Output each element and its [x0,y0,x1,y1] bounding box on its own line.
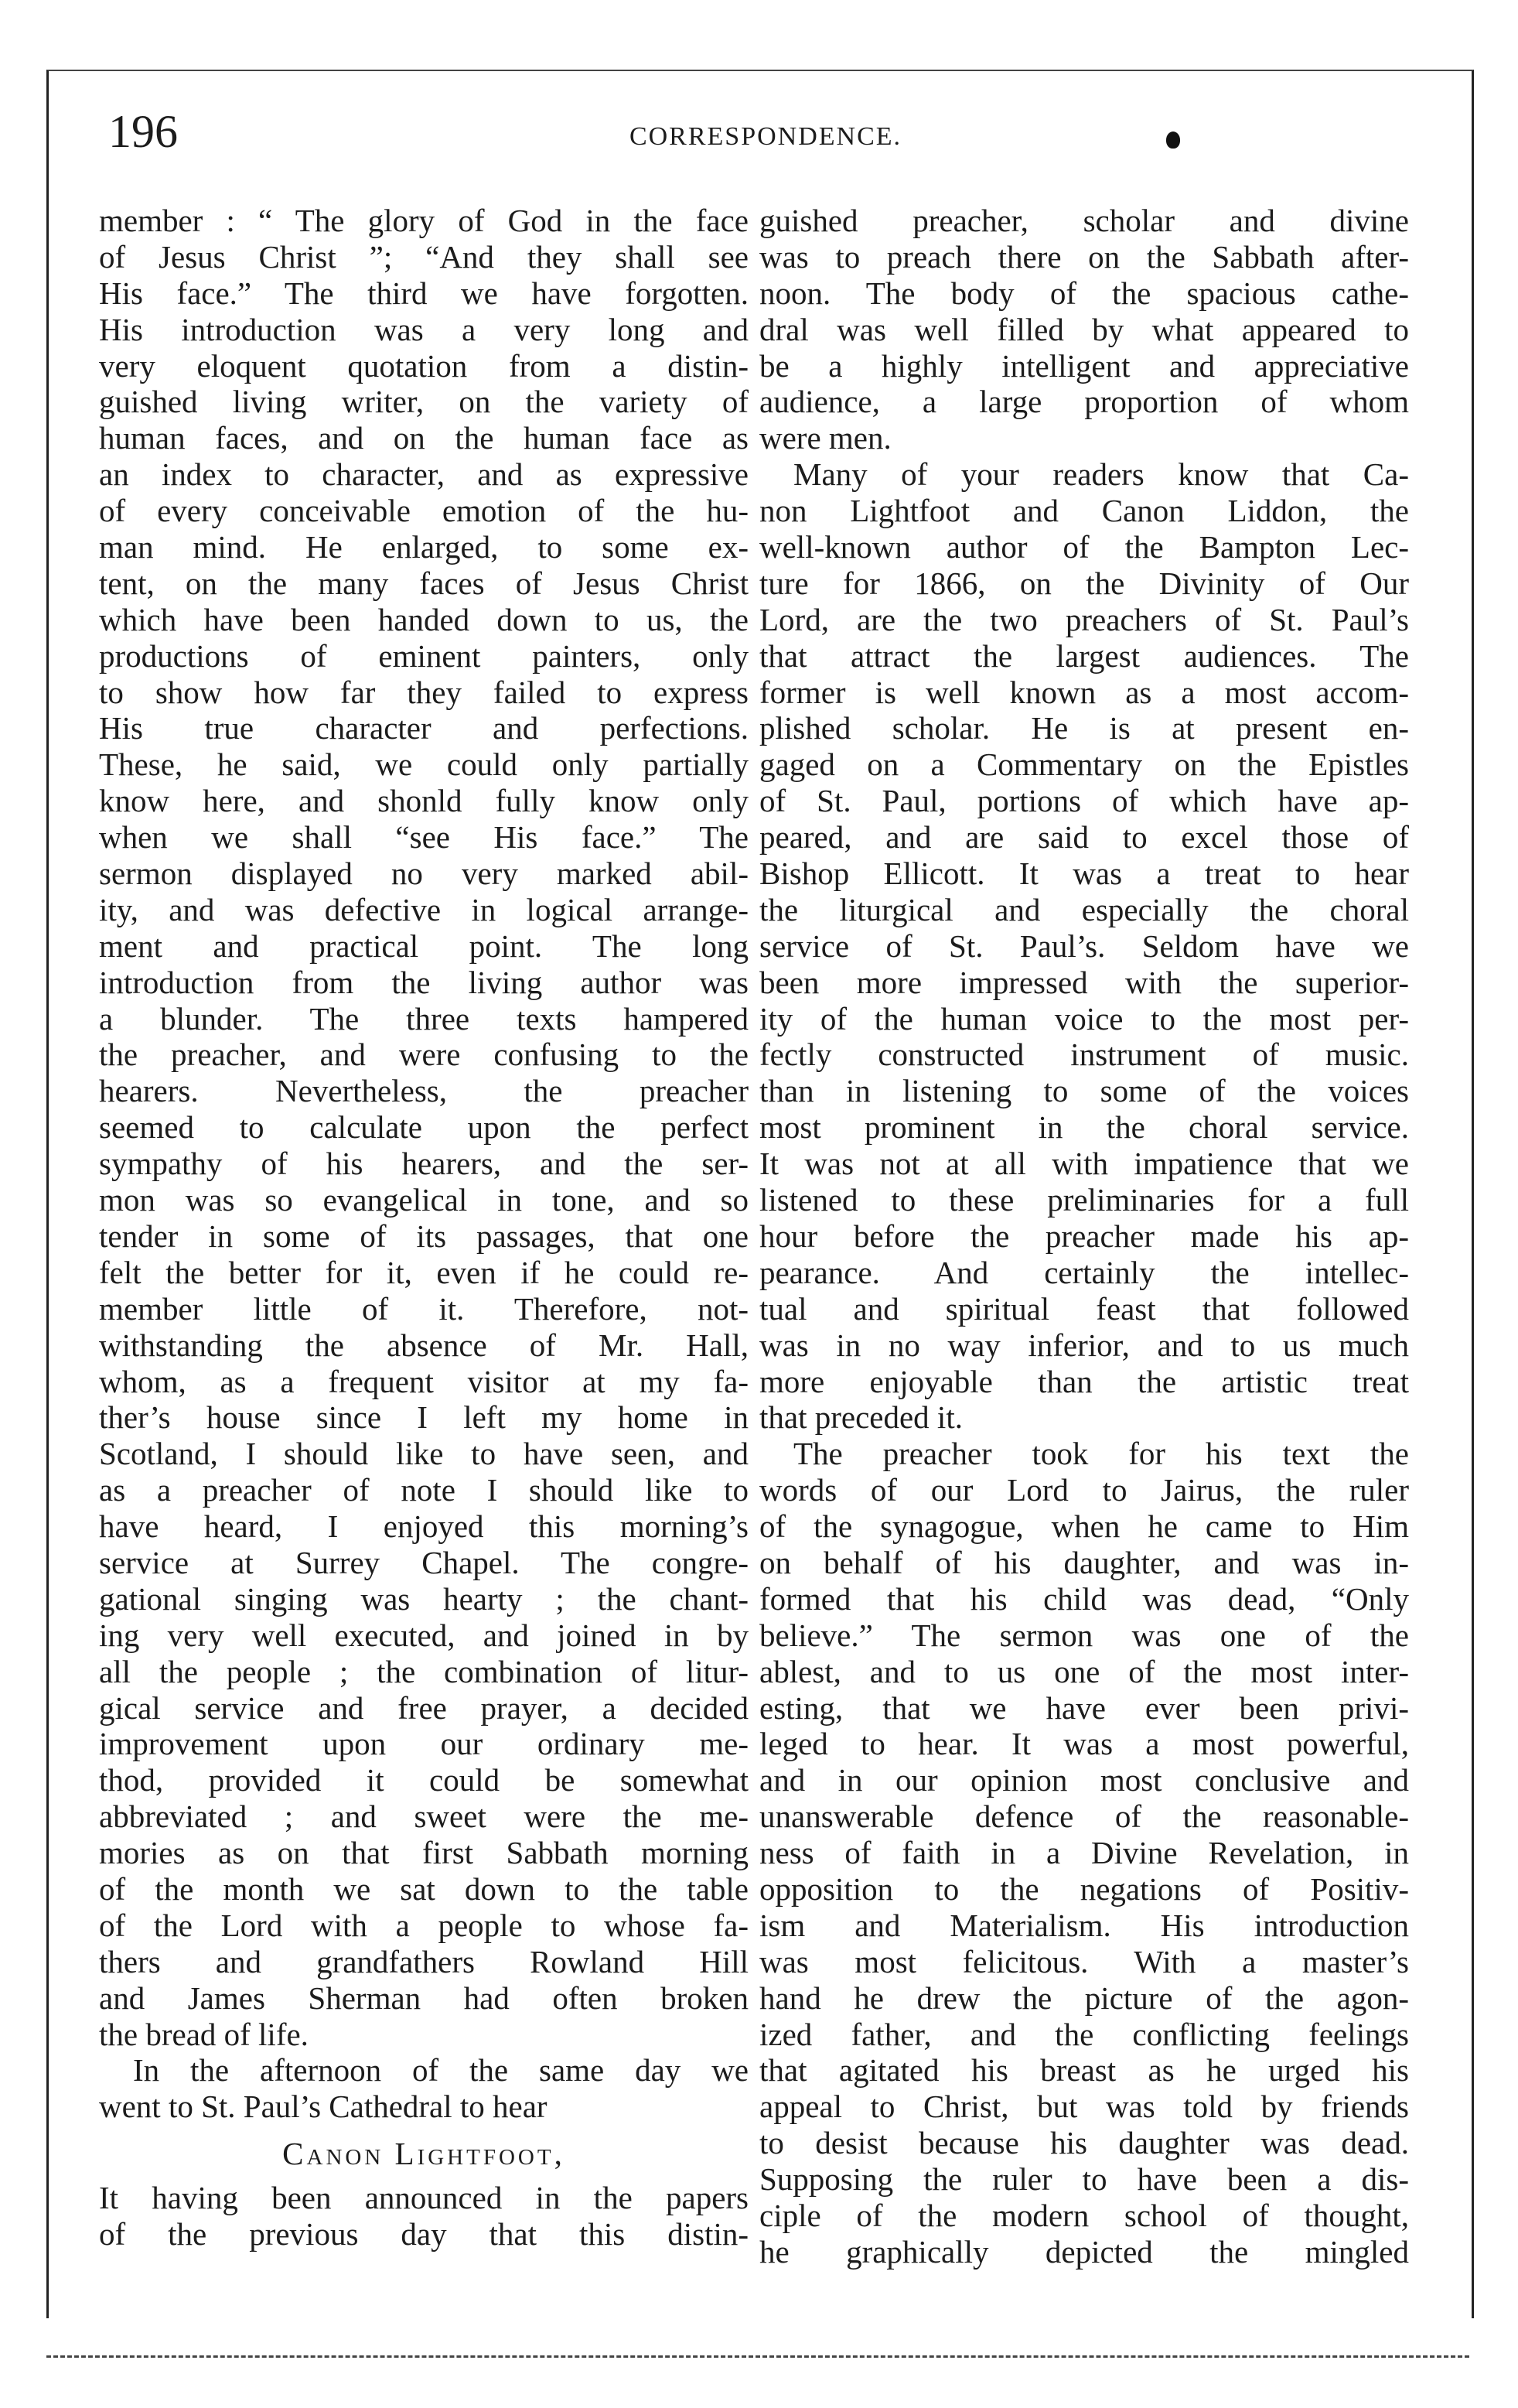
running-head: CORRESPONDENCE. [629,122,902,151]
text-line: went to St. Paul’s Cathedral to hear [99,2089,548,2125]
text-line: as a preacher of note I should like to [99,1472,749,1508]
text-line: he graphically depicted the mingled [759,2233,1409,2270]
text-line: the liturgical and especially the choral [759,891,1409,927]
text-line: Scotland, I should like to have seen, and [99,1436,749,1472]
text-line: unanswerable defence of the reasonable- [759,1798,1409,1835]
text-line: that preceded it. [759,1399,963,1436]
text-line: of the previous day that this distin- [99,2215,749,2252]
text-line: all the people ; the combination of litur- [99,1653,749,1689]
text-line: more enjoyable than the artistic treat [759,1363,1409,1399]
text-line: to desist because his daughter was dead. [759,2125,1409,2161]
text-line: and James Sherman had often broken [99,1979,749,2016]
page-number: 196 [108,106,178,157]
text-line: been more impressed with the superior- [759,964,1409,1000]
text-line: thers and grandfathers Rowland Hill [99,1943,749,1979]
text-line: tent, on the many faces of Jesus Christ [99,565,749,601]
text-line: than in listening to some of the voices [759,1073,1409,1109]
text-line: and in our opinion most conclusive and [759,1762,1409,1798]
text-line: hand he drew the picture of the agon- [759,1979,1409,2016]
text-line: guished preacher, scholar and divine [759,203,1409,238]
text-line: tual and spiritual feast that followed [759,1290,1409,1327]
text-line: of every conceivable emotion of the hu- [99,493,749,529]
text-line: believe.” The sermon was one of the [759,1617,1409,1653]
text-line: The preacher took for his text the [793,1436,1409,1472]
text-line: ity of the human voice to the most per- [759,1000,1409,1037]
text-line: productions of eminent painters, only [99,637,749,674]
text-line: dral was well filled by what appeared to [759,311,1409,347]
text-line: withstanding the absence of Mr. Hall, [99,1327,749,1363]
text-line: seemed to calculate upon the perfect [99,1109,749,1146]
text-line: member little of it. Therefore, not- [99,1290,749,1327]
text-line: In the afternoon of the same day we [133,2052,749,2089]
text-line: ing very well executed, and joined in by [99,1617,749,1653]
text-line: have heard, I enjoyed this morning’s [99,1508,749,1545]
text-line: former is well known as a most accom- [759,674,1409,710]
section-heading: Canon Lightfoot, [282,2136,565,2172]
text-line: These, he said, we could only partially [99,746,749,783]
text-line: very eloquent quotation from a distin- [99,347,749,384]
text-line: guished living writer, on the variety of [99,384,749,420]
text-line: mon was so evangelical in tone, and so [99,1182,749,1218]
text-line: well-known author of the Bampton Lec- [759,529,1409,565]
text-line: ism and Materialism. His introduction [759,1907,1409,1943]
text-line: esting, that we have ever been privi- [759,1689,1409,1726]
text-line: It was not at all with impatience that we [759,1146,1409,1182]
text-line: opposition to the negations of Positiv- [759,1870,1409,1907]
text-line: ness of faith in a Divine Revelation, in [759,1835,1409,1871]
text-line: introduction from the living author was [99,964,749,1000]
text-line: ciple of the modern school of thought, [759,2197,1409,2233]
text-line: service of St. Paul’s. Seldom have we [759,927,1409,964]
text-line: peared, and are said to excel those of [759,819,1409,856]
text-line: gational singing was hearty ; the chant- [99,1580,749,1617]
text-line: which have been handed down to us, the [99,601,749,637]
text-line: the preacher, and were confusing to the [99,1037,749,1073]
text-line: was to preach there on the Sabbath after- [759,238,1409,275]
text-line: know here, and shonld fully know only [99,783,749,819]
text-line: non Lightfoot and Canon Liddon, the [759,493,1409,529]
text-line: audience, a large proportion of whom [759,384,1409,420]
text-line: formed that his child was dead, “Only [759,1580,1409,1617]
text-line: of St. Paul, portions of which have ap- [759,783,1409,819]
text-line: listened to these preliminaries for a full [759,1182,1409,1218]
text-line: were men. [759,420,892,456]
text-line: plished scholar. He is at present en- [759,710,1409,746]
text-line: appeal to Christ, but was told by friends [759,2089,1409,2125]
text-line: ity, and was defective in logical arrange- [99,891,749,927]
text-line: of the month we sat down to the table [99,1870,749,1907]
text-line: felt the better for it, even if he could re- [99,1254,749,1290]
text-line: member : “ The glory of God in the face [99,203,749,238]
text-line: man mind. He enlarged, to some ex- [99,529,749,565]
text-line: words of our Lord to Jairus, the ruler [759,1472,1409,1508]
text-line: to show how far they failed to express [99,674,749,710]
text-line: was most felicitous. With a master’s [759,1943,1409,1979]
text-line: His introduction was a very long and [99,311,749,347]
text-line: be a highly intelligent and appreciative [759,347,1409,384]
text-line: gaged on a Commentary on the Epistles [759,746,1409,783]
text-line: abbreviated ; and sweet were the me- [99,1798,749,1835]
text-line: Lord, are the two preachers of St. Paul’s [759,601,1409,637]
text-line: when we shall “see His face.” The [99,819,749,856]
text-line: ment and practical point. The long [99,927,749,964]
text-line: an index to character, and as expressive [99,456,749,493]
text-line: of the synagogue, when he came to Him [759,1508,1409,1545]
text-line: noon. The body of the spacious cathe- [759,275,1409,311]
text-line: ture for 1866, on the Divinity of Our [759,565,1409,601]
text-line: that agitated his breast as he urged his [759,2052,1409,2089]
text-line: ablest, and to us one of the most inter- [759,1653,1409,1689]
bottom-rule [46,2355,1469,2358]
text-line: hour before the preacher made his ap- [759,1218,1409,1254]
text-line: of the Lord with a people to whose fa- [99,1907,749,1943]
text-line: His true character and perfections. [99,710,749,746]
text-line: human faces, and on the human face as [99,420,749,456]
text-line: leged to hear. It was a most powerful, [759,1726,1409,1762]
text-line: of Jesus Christ ”; “And they shall see [99,238,749,275]
text-line: Bishop Ellicott. It was a treat to hear [759,856,1409,892]
left-text-column [99,203,749,2253]
text-line: was in no way inferior, and to us much [759,1327,1409,1363]
text-line: whom, as a frequent visitor at my fa- [99,1363,749,1399]
text-line: on behalf of his daughter, and was in- [759,1544,1409,1580]
text-line: thod, provided it could be somewhat [99,1762,749,1798]
text-line: that attract the largest audiences. The [759,637,1409,674]
text-line: ther’s house since I left my home in [99,1399,749,1436]
text-line: the bread of life. [99,2016,309,2052]
text-line: ized father, and the conflicting feelings [759,2016,1409,2052]
text-line: fectly constructed instrument of music. [759,1037,1409,1073]
text-line: service at Surrey Chapel. The congre- [99,1544,749,1580]
text-line: gical service and free prayer, a decided [99,1689,749,1726]
text-line: hearers. Nevertheless, the preacher [99,1073,749,1109]
text-line: a blunder. The three texts hampered [99,1000,749,1037]
text-line: Supposing the ruler to have been a dis- [759,2161,1409,2198]
text-line: improvement upon our ordinary me- [99,1726,749,1762]
text-line: pearance. And certainly the intellec- [759,1254,1409,1290]
text-line: sermon displayed no very marked abil- [99,856,749,892]
text-line: tender in some of its passages, that one [99,1218,749,1254]
text-line: sympathy of his hearers, and the ser- [99,1146,749,1182]
text-line: mories as on that first Sabbath morning [99,1835,749,1871]
text-line: most prominent in the choral service. [759,1109,1409,1146]
text-line: It having been announced in the papers [99,2180,749,2216]
right-text-column [759,203,1409,2270]
ornament-mark [1166,132,1180,149]
text-line: His face.” The third we have forgotten. [99,275,749,311]
text-line: Many of your readers know that Ca- [793,456,1409,493]
